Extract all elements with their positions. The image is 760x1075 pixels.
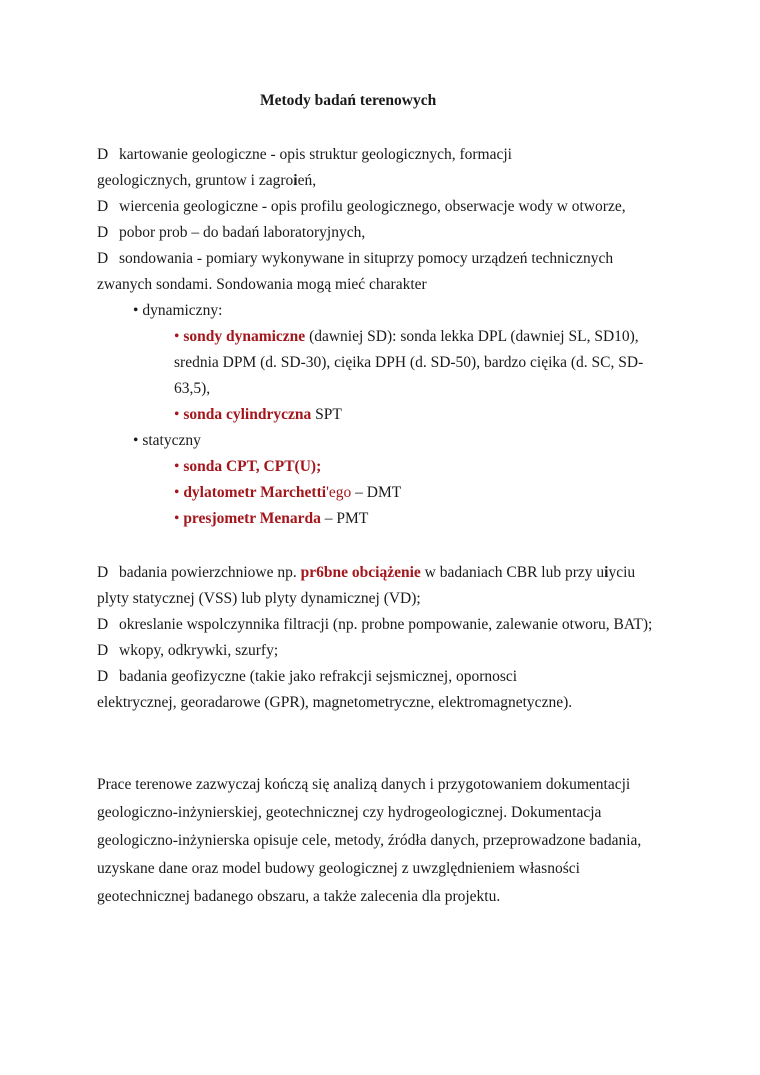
list-item [97, 641, 278, 661]
item-text: dynamiczny: [142, 302, 223, 319]
list-marker: D [97, 668, 109, 685]
sub-sublist-continuation: srednia DPM (d. SD-30), cięika DPH (d. SD-50), bardzo cięika (d. SC, SD- [174, 354, 644, 371]
list-item [97, 615, 652, 635]
item-text: SPT [311, 406, 342, 423]
closing-paragraph-line: uzyskane dane oraz model budowy geologicznej z uwzględnieniem własności [97, 860, 580, 877]
list-item-continuation: elektrycznej, georadarowe (GPR), magnetometryczne, elektromagnetyczne). [97, 694, 573, 711]
highlight-term: sonda CPT, CPT(U); [183, 458, 322, 475]
list-marker: D [97, 224, 109, 241]
bullet: • [174, 328, 180, 345]
list-marker: D [97, 642, 109, 659]
item-text: i [604, 564, 609, 581]
sublist-item-static [133, 431, 201, 451]
item-text: wiercenia geologiczne - opis profilu geologicznego, obserwacje wody w otworze, [119, 198, 626, 215]
item-text: eń, [297, 172, 317, 189]
highlight-term: dylatometr Marchetti [183, 484, 327, 501]
item-text: sondowania - pomiary wykonywane in situprzy pomocy urządzeń technicznych [119, 250, 614, 267]
item-text: i [293, 172, 298, 189]
closing-paragraph-line: geotechnicznej badanego obszaru, a także zalecenia dla projektu. [97, 888, 501, 905]
sub-sublist-item [174, 405, 342, 425]
sub-sublist-item [174, 457, 321, 477]
highlight-term: sondy dynamiczne [183, 328, 306, 345]
list-item-continuation [97, 171, 316, 191]
highlight-suffix: 'ego [326, 484, 352, 501]
bullet: • [174, 484, 180, 501]
list-marker: D [97, 616, 109, 633]
list-item [97, 563, 635, 583]
list-item [97, 145, 512, 165]
sublist-item-dynamic [133, 301, 222, 321]
item-text: badania powierzchniowe np. [119, 564, 301, 581]
sub-sublist-item [174, 509, 368, 529]
list-item [97, 249, 613, 269]
page-title: Metody badań terenowych [260, 92, 437, 109]
highlight-term: pr6bne obciążenie [300, 564, 421, 581]
sub-sublist-item [174, 483, 401, 503]
item-text: okreslanie wspolczynnika filtracji (np. probne pompowanie, zalewanie otworu, BAT); [119, 616, 653, 633]
list-item [97, 223, 365, 243]
bullet: • [174, 510, 180, 527]
list-item [97, 197, 626, 217]
list-marker: D [97, 198, 109, 215]
list-marker: D [97, 564, 109, 581]
list-marker: D [97, 146, 109, 163]
item-text: – DMT [351, 484, 402, 501]
item-text: kartowanie geologiczne - opis struktur geologicznych, formacji [119, 146, 512, 163]
bullet: • [133, 432, 139, 449]
list-marker: D [97, 250, 109, 267]
closing-paragraph-line: geologiczno-inżynierskiej, geotechnicznej czy hydrogeologicznej. Dokumentacja [97, 804, 602, 821]
bullet: • [133, 302, 139, 319]
item-text: – PMT [320, 510, 369, 527]
closing-paragraph-line: geologiczno-inżynierska opisuje cele, metody, źródła danych, przeprowadzone badania, [97, 832, 642, 849]
list-item [97, 667, 517, 687]
item-text: wkopy, odkrywki, szurfy; [119, 642, 279, 659]
item-text: w badaniach CBR lub przy u [420, 564, 605, 581]
item-text: statyczny [142, 432, 201, 449]
list-item-continuation: plyty statycznej (VSS) lub plyty dynamicznej (VD); [97, 590, 421, 607]
bullet: • [174, 406, 180, 423]
item-text: geologicznych, gruntow i zagro [97, 172, 294, 189]
highlight-term: presjometr Menarda [183, 510, 321, 527]
highlight-term: sonda cylindryczna [183, 406, 312, 423]
sub-sublist-continuation: 63,5), [174, 380, 211, 397]
bullet: • [174, 458, 180, 475]
item-text: yciu [608, 564, 636, 581]
item-text: (dawniej SD): sonda lekka DPL (dawniej SL, SD10), [305, 328, 639, 345]
item-text: badania geofizyczne (takie jako refrakcji sejsmicznej, opornosci [119, 668, 518, 685]
list-item-continuation: zwanych sondami. Sondowania mogą mieć charakter [97, 276, 427, 293]
item-text: pobor prob – do badań laboratoryjnych, [119, 224, 366, 241]
sub-sublist-item [174, 327, 639, 347]
closing-paragraph-line: Prace terenowe zazwyczaj kończą się analizą danych i przygotowaniem dokumentacji [97, 776, 631, 793]
